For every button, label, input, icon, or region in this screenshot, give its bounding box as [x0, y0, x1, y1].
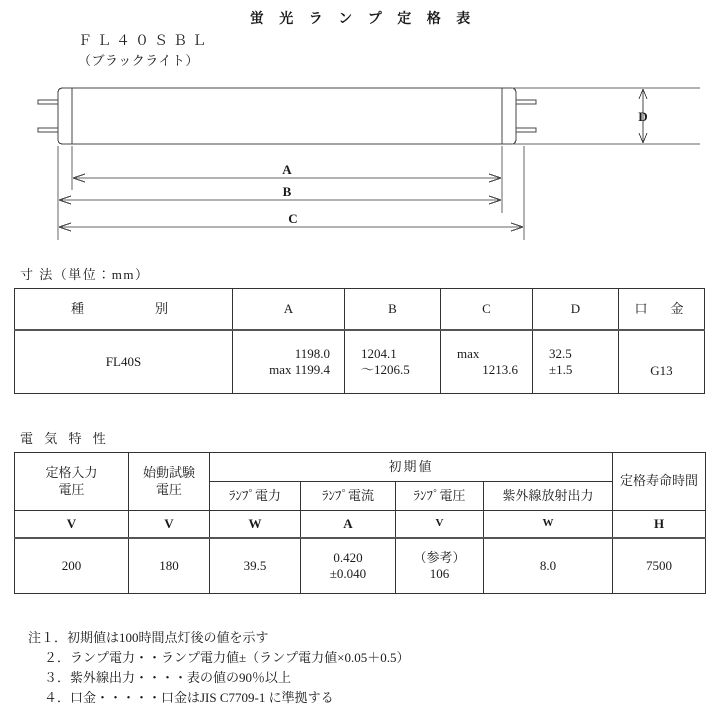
- note-item-2: ２．ランプ電力・・ランプ電力値±（ランプ電力値×0.05＋0.5）: [44, 650, 410, 666]
- cell-b-value: [345, 330, 441, 394]
- dimension-label-c: C: [288, 211, 298, 226]
- note-item-3: ３．紫外線出力・・・・表の値の90％以上: [44, 670, 292, 686]
- dimensions-data-row: [15, 330, 705, 394]
- col-header-c: C: [441, 289, 533, 331]
- electrical-characteristics-table: [14, 452, 706, 594]
- cell-d-line2: ±1.5: [549, 362, 573, 377]
- dimensions-section-caption: 寸 法（単位：mm）: [20, 267, 150, 282]
- cell-c-line1: max: [457, 345, 480, 361]
- value-starting-test-voltage: 180: [129, 538, 210, 594]
- left-pin-upper: [38, 100, 58, 104]
- col-header-lamp-voltage: ﾗﾝﾌﾟ電圧: [396, 482, 484, 511]
- rated-input-voltage-line1: 定格入力: [45, 465, 98, 481]
- dimensions-header-row: [15, 289, 705, 331]
- unit-lamp-current: A: [301, 511, 396, 539]
- unit-lamp-power: W: [210, 511, 301, 539]
- col-header-lamp-power: ﾗﾝﾌﾟ電力: [210, 482, 301, 511]
- cell-a-line2: max 1199.4: [269, 362, 330, 377]
- value-rated-input-voltage: 200: [15, 538, 129, 594]
- starting-test-voltage-line2: 電圧: [155, 481, 182, 497]
- col-header-starting-test-voltage: [129, 453, 210, 511]
- cell-d-line1: 32.5: [549, 345, 572, 361]
- notes-block: [28, 628, 708, 709]
- lamp-dimension-diagram: [0, 68, 720, 260]
- electrical-section-caption: 電 気 特 性: [20, 431, 110, 446]
- cell-base-value: G13: [619, 330, 705, 394]
- unit-starting-test-voltage: V: [129, 511, 210, 539]
- left-pin-lower: [38, 128, 58, 132]
- dimension-label-a: A: [282, 162, 292, 177]
- right-pin-lower: [516, 128, 536, 132]
- value-lamp-current: [301, 538, 396, 594]
- unit-rated-input-voltage: V: [15, 511, 129, 539]
- dimensions-table: [14, 288, 705, 394]
- dimension-label-d: D: [638, 109, 648, 124]
- value-uv-radiant-output: 8.0: [484, 538, 613, 594]
- lamp-voltage-line1: （参考）: [413, 549, 466, 565]
- lamp-current-line1: 0.420: [333, 549, 363, 565]
- col-header-d: D: [533, 289, 619, 331]
- page-title: 蛍 光 ラ ン プ 定 格 表: [249, 12, 477, 27]
- starting-test-voltage-line1: 始動試験: [142, 465, 195, 481]
- cell-c-value: [441, 330, 533, 394]
- right-base-cap: [502, 88, 516, 144]
- electrical-data-row: [15, 538, 706, 594]
- col-header-base: 口 金: [619, 289, 705, 331]
- rated-input-voltage-line2: 電圧: [58, 481, 85, 497]
- cell-c-line2: 1213.6: [482, 362, 518, 377]
- lamp-current-line2: ±0.040: [329, 566, 367, 581]
- cell-a-value: [233, 330, 345, 394]
- note-item-4: ４．口金・・・・・口金はJIS C7709-1 に準拠する: [44, 690, 334, 706]
- col-header-uv-radiant-output: 紫外線放射出力: [484, 482, 613, 511]
- note-item-1: 注１．初期値は100時間点灯後の値を示す: [28, 630, 269, 645]
- col-header-initial-values: 初期値: [210, 453, 613, 482]
- right-pin-upper: [516, 100, 536, 104]
- electrical-units-row: [15, 511, 706, 539]
- col-header-lamp-current: ﾗﾝﾌﾟ電流: [301, 482, 396, 511]
- col-header-b: B: [345, 289, 441, 331]
- unit-rated-life-hours: H: [613, 511, 706, 539]
- col-header-a: A: [233, 289, 345, 331]
- value-rated-life-hours: 7500: [613, 538, 706, 594]
- lamp-model-subtitle: （ブラックライト）: [78, 53, 199, 68]
- cell-b-line1: 1204.1: [361, 345, 397, 361]
- unit-lamp-voltage: V: [396, 511, 484, 539]
- unit-uv-radiant-output: W: [484, 511, 613, 539]
- dimension-label-b: B: [282, 184, 292, 199]
- lamp-model-code: ＦＬ４０ＳＢＬ: [78, 34, 211, 49]
- cell-type-value: FL40S: [15, 330, 233, 394]
- left-base-cap: [58, 88, 72, 144]
- col-header-rated-life-hours: 定格寿命時間: [613, 453, 706, 511]
- electrical-header-row-1: [15, 453, 706, 482]
- value-lamp-voltage: [396, 538, 484, 594]
- col-header-rated-input-voltage: [15, 453, 129, 511]
- cell-b-line2: 〜1206.5: [361, 362, 410, 377]
- cell-a-line1: 1198.0: [294, 345, 330, 361]
- value-lamp-power: 39.5: [210, 538, 301, 594]
- lamp-voltage-line2: 106: [429, 566, 450, 581]
- cell-d-value: [533, 330, 619, 394]
- col-header-type: 種 別: [15, 289, 233, 331]
